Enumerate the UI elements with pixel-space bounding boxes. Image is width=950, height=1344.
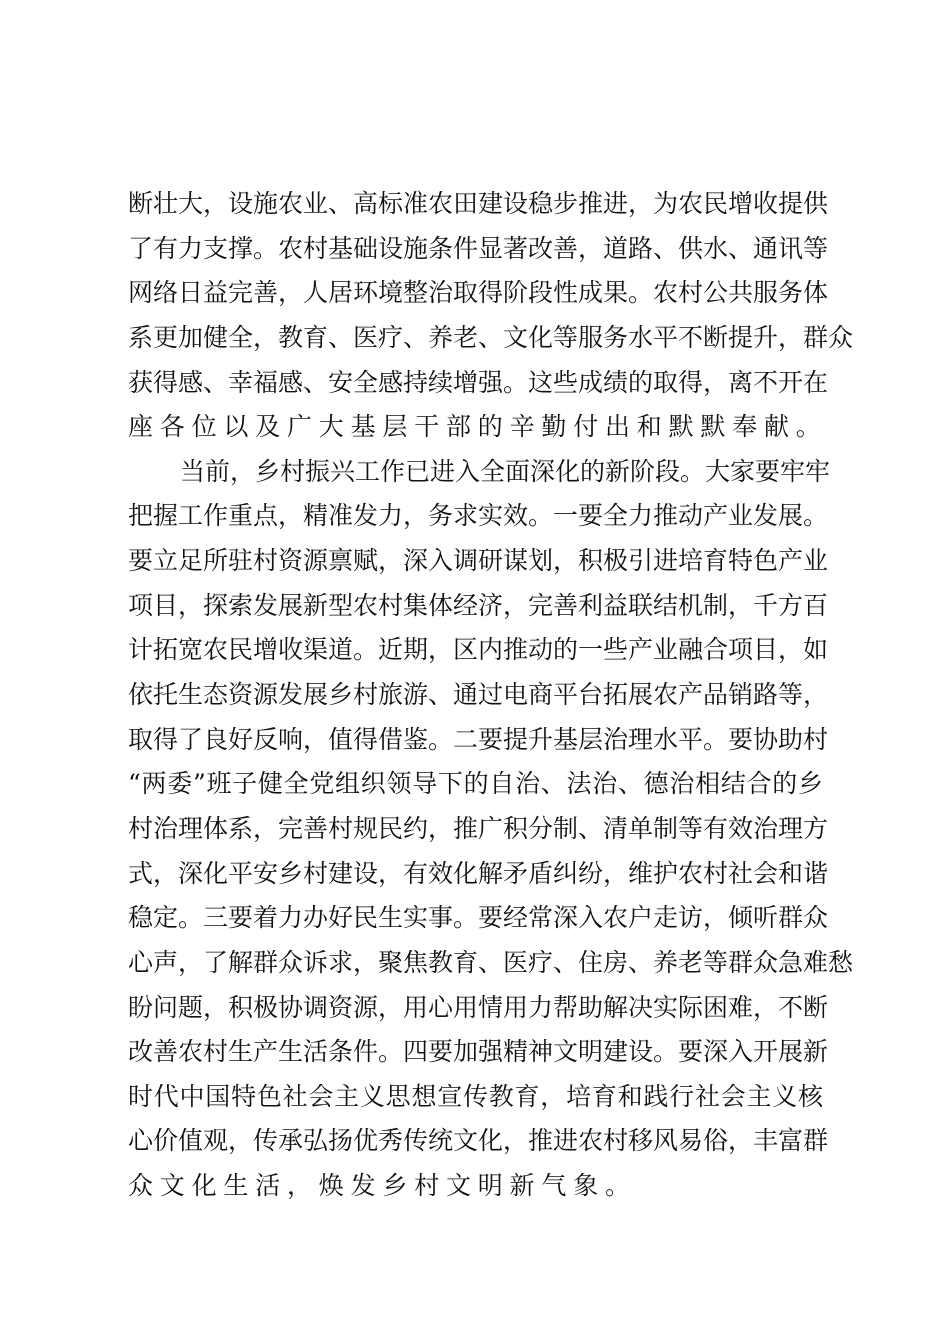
text-line: 稳定。三要着力办好民生实事。要经常深入农户走访，倾听群众 — [128, 903, 829, 933]
text-line: 众文化生活，焕发乡村文明新气象。 — [128, 1171, 637, 1201]
text-line: 取得了良好反响，值得借鉴。二要提升基层治理水平。要协助村 — [128, 724, 829, 754]
text-line: 式，深化平安乡村建设，有效化解矛盾纠纷，维护农村社会和谐 — [128, 858, 829, 888]
text-line: 了有力支撑。农村基础设施条件显著改善，道路、供水、通讯等 — [128, 233, 829, 263]
text-line: 时代中国特色社会主义思想宣传教育，培育和践行社会主义核 — [128, 1081, 823, 1111]
paragraph-1 — [128, 182, 854, 450]
text-line: 项目，探索发展新型农村集体经济，完善利益联结机制，千方百 — [128, 590, 829, 620]
text-line: 断壮大，设施农业、高标准农田建设稳步推进，为农民增收提供 — [128, 189, 829, 218]
text-line: “两委”班子健全党组织领导下的自治、法治、德治相结合的乡 — [128, 769, 823, 799]
text-line: 系更加健全，教育、医疗、养老、文化等服务水平不断提升，群众 — [128, 322, 854, 352]
text-line: 盼问题，积极协调资源，用心用情用力帮助解决实际困难，不断 — [128, 992, 829, 1022]
paragraph-2 — [128, 450, 854, 1209]
text-line: 要立足所驻村资源禀赋，深入调研谋划，积极引进培育特色产业 — [128, 546, 829, 576]
text-line: 心价值观，传承弘扬优秀传统文化，推进农村移风易俗，丰富群 — [128, 1126, 829, 1156]
text-line: 改善农村生产生活条件。四要加强精神文明建设。要深入开展新 — [128, 1037, 829, 1067]
text-line: 网络日益完善，人居环境整治取得阶段性成果。农村公共服务体 — [128, 278, 829, 308]
text-line: 获得感、幸福感、安全感持续增强。这些成绩的取得，离不开在 — [128, 367, 829, 397]
body-text — [128, 182, 854, 1209]
text-line: 依托生态资源发展乡村旅游、通过电商平台拓展农产品销路等， — [128, 680, 829, 710]
text-line: 计拓宽农民增收渠道。近期，区内推动的一些产业融合项目，如 — [128, 635, 829, 665]
text-line: 当前，乡村振兴工作已进入全面深化的新阶段。大家要牢牢 — [180, 456, 831, 486]
text-line: 村治理体系，完善村规民约，推广积分制、清单制等有效治理方 — [128, 813, 829, 843]
text-line: 座各位以及广大基层干部的辛勤付出和默默奉献。 — [128, 412, 828, 442]
text-line: 心声，了解群众诉求，聚焦教育、医疗、住房、养老等群众急难愁 — [128, 947, 854, 977]
text-line: 把握工作重点，精准发力，务求实效。一要全力推动产业发展。 — [128, 501, 829, 531]
